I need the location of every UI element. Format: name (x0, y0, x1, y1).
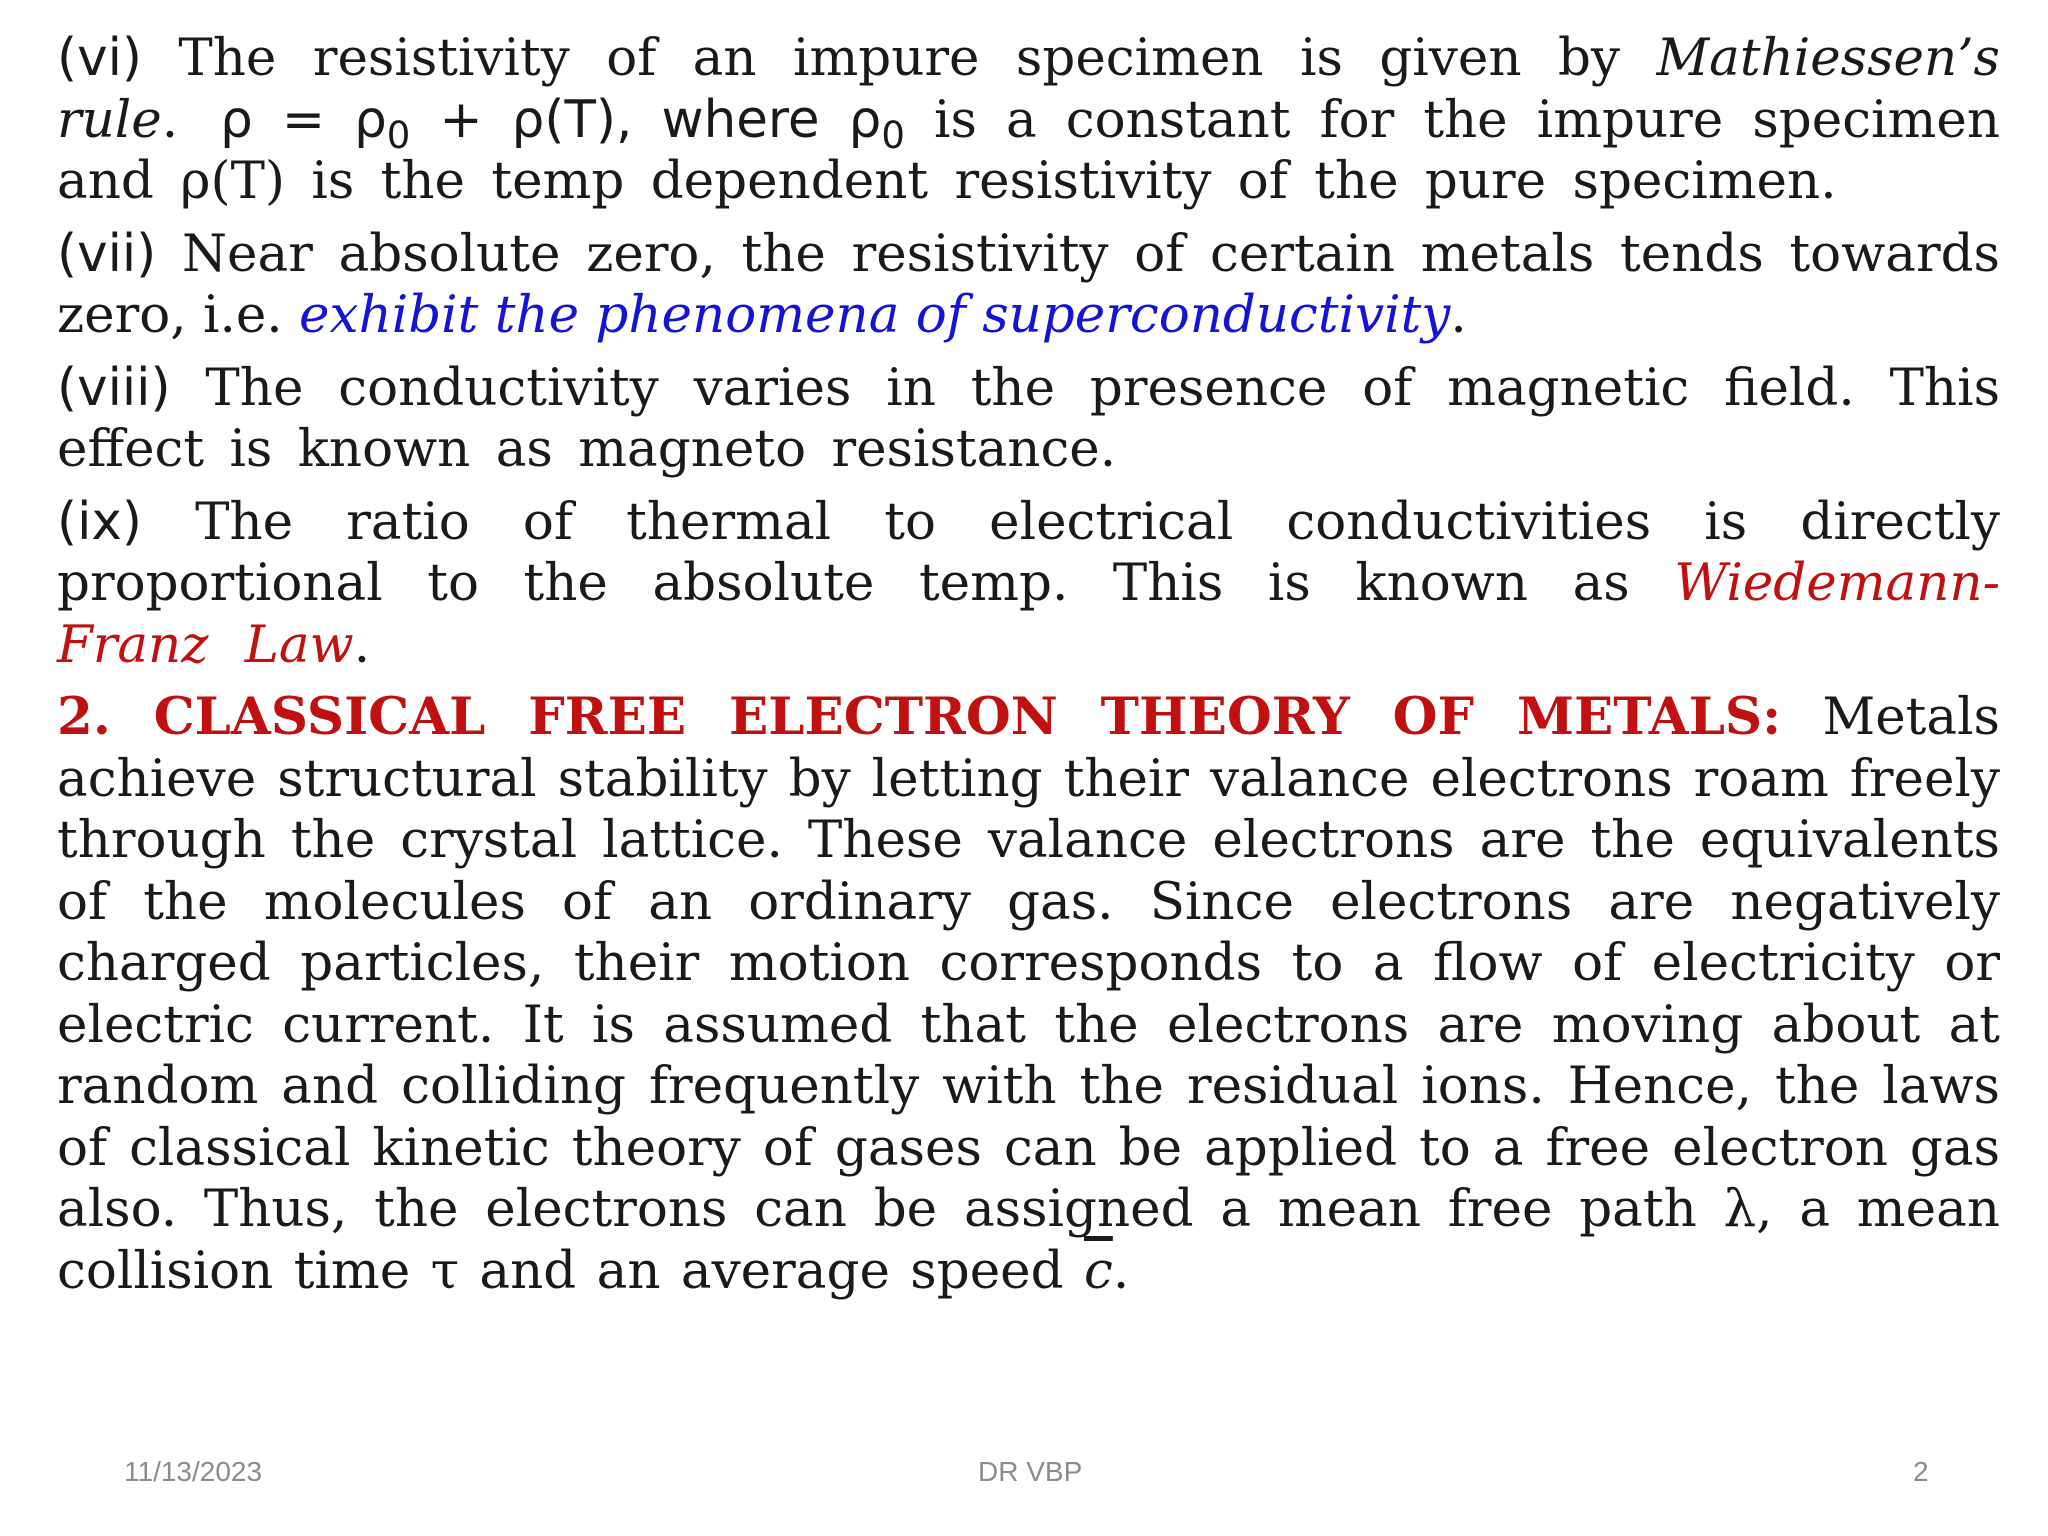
marker-vii: (vii) (57, 223, 157, 284)
wiedemann-franz-law: Wiedemann-Franz Law (57, 553, 2000, 675)
paragraph-vi-text3: is a constant for the impure specimen and ρ(T) is the temp dependent resistivity of the pure specimen. (57, 89, 2001, 211)
paragraph-vii-text2: . (1450, 285, 1467, 345)
paragraph-ix-text1: The ratio of thermal to electrical conductivities is directly proportional to the absolute temp. This is known as (57, 491, 2000, 613)
superconductivity-highlight: exhibit the phenomena of superconductivity (299, 285, 1451, 345)
section-2-heading: 2. CLASSICAL FREE ELECTRON THEORY OF METALS: (57, 687, 1782, 747)
formula-rho-t: + ρ(T), where ρ (410, 89, 882, 150)
subscript-zero: 0 (386, 113, 411, 157)
section-2-paragraph (57, 687, 2000, 1302)
c-bar-symbol: $\overline{c}$ (1084, 1240, 1113, 1301)
paragraph-vii-text1: Near absolute zero, the resistivity of certain metals tends towards zero, i.e. (57, 223, 2000, 345)
lambda-symbol: λ (1723, 1179, 1757, 1239)
paragraph-viii-text1: The conductivity varies in the presence of magnetic field. This effect is known as magneto resistance. (57, 357, 2000, 479)
footer-page-number: 2 (1913, 1456, 1929, 1487)
mathiessens-rule: Mathiessen’s rule (57, 28, 2000, 150)
tau-symbol: τ (430, 1240, 460, 1301)
formula-rho: ρ = ρ (220, 89, 387, 150)
section-2-text4: . (1112, 1240, 1130, 1301)
paragraph-vi-text2: . (161, 89, 179, 150)
paragraph-ix-text2: . (353, 614, 371, 675)
paragraph-ix (57, 492, 2000, 677)
marker-ix: (ix) (57, 491, 142, 552)
slide-body (57, 28, 2000, 1313)
paragraph-viii (57, 358, 2000, 481)
footer-date: 11/13/2023 (124, 1456, 263, 1487)
paragraph-vi (57, 28, 2000, 213)
paragraph-vii (57, 224, 2000, 347)
marker-vi: (vi) (57, 28, 142, 88)
section-2-text2: , a mean collision time (57, 1179, 2000, 1301)
paragraph-vi-text1: The resistivity of an impure specimen is given by (141, 28, 1657, 88)
section-2-text1: Metals achieve structural stability by letting their valance electrons roam freely through the crystal lattice. These valance electrons are the equivalents of the molecules of an ordinary gas. Since electrons are negatively charged particles, their motion corresponds to a flow of electricity or electric current. It is assumed that the electrons are moving about at random and colliding frequently with the residual ions. Hence, the laws of classical kinetic theory of gases can be applied to a free electron gas also. Thus, the electrons can be assigned a mean free path (57, 687, 2000, 1239)
section-2-text3: and an average speed (459, 1240, 1084, 1301)
subscript-zero-2: 0 (881, 113, 905, 157)
footer-author: DR VBP (978, 1456, 1083, 1487)
marker-viii: (viii) (57, 357, 171, 418)
